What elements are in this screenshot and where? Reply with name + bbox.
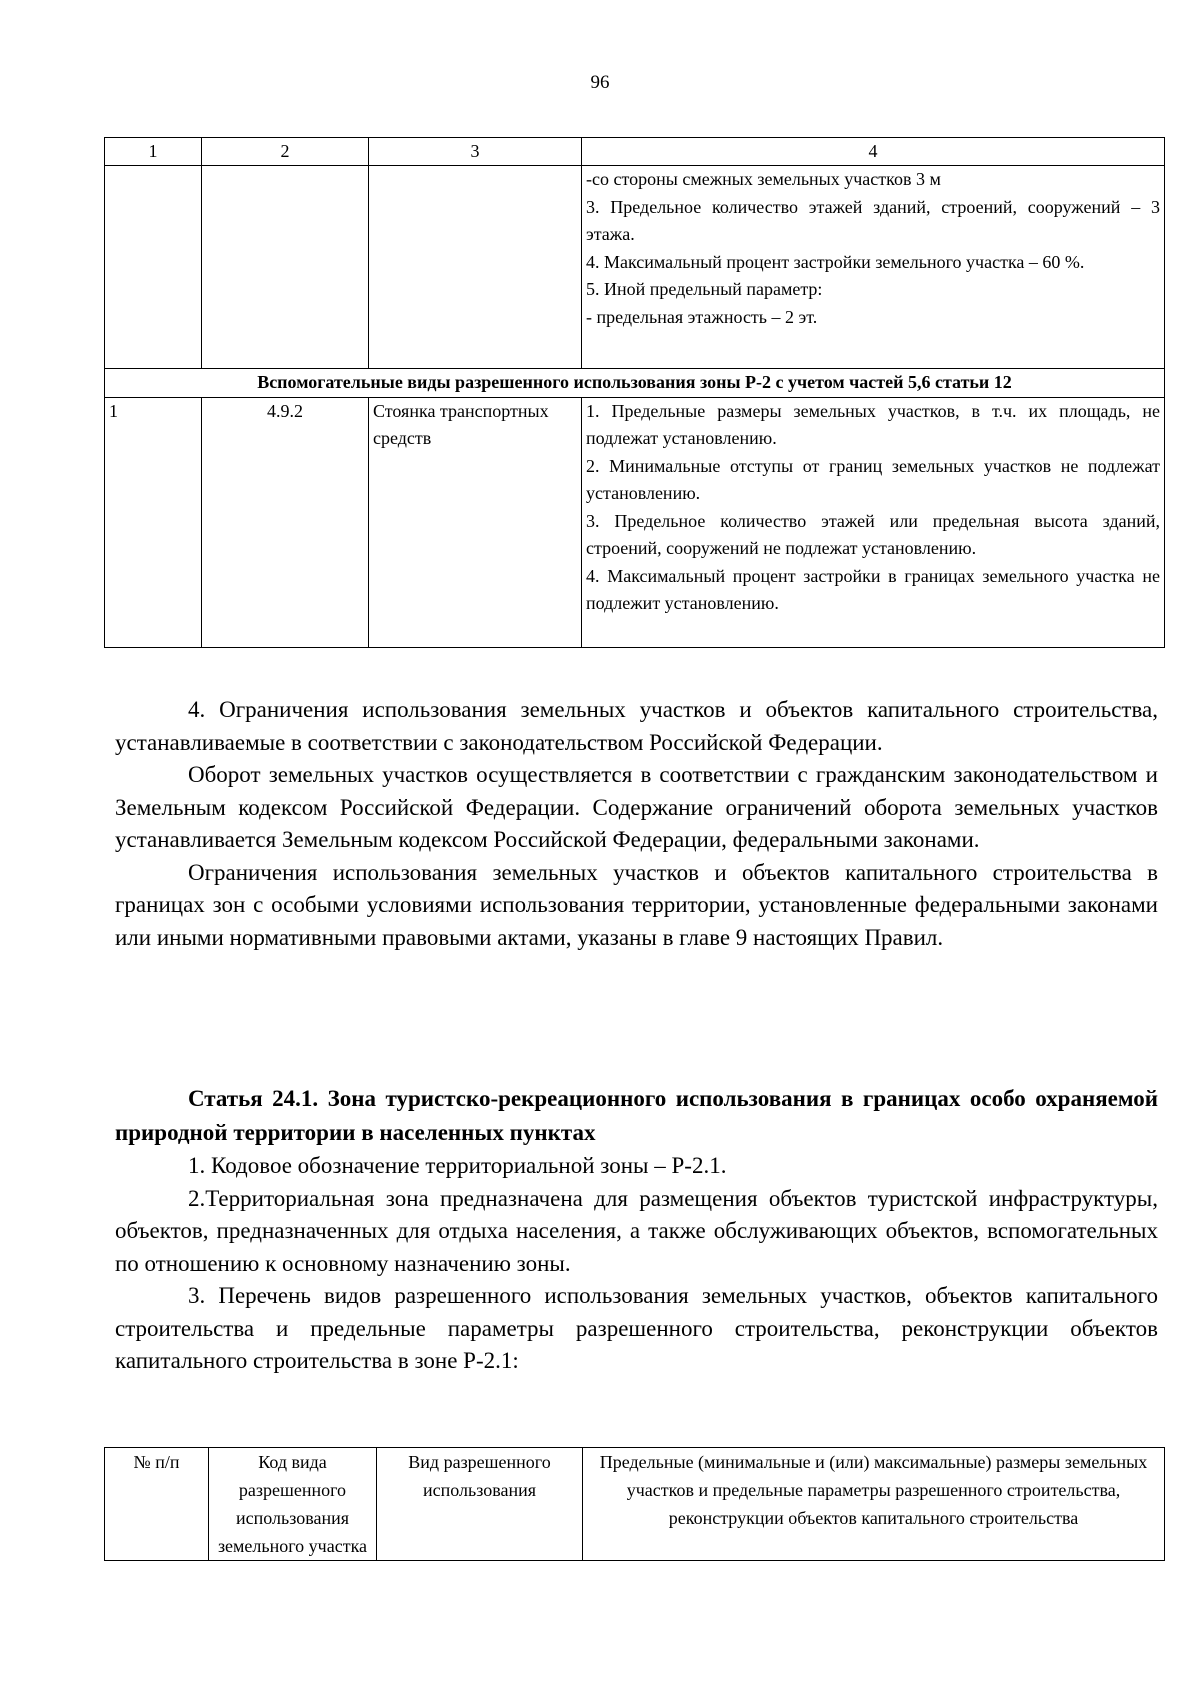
- parameter-line: 1. Предельные размеры земельных участков, в т.ч. их площадь, не подлежат установлению.: [586, 400, 1160, 448]
- paragraph: 3. Перечень видов разрешенного использования земельных участков, объектов капитального строительства и предельные параметры разрешенного строительства, реконструкции объектов капитального строительства в зоне Р-2.1:: [115, 1283, 1158, 1373]
- paragraph: 2.Территориальная зона предназначена для размещения объектов туристской инфраструктуры, объектов, предназначенных для отдыха населения, а также обслуживающих объектов, вспомогательных по отношению к основному назначению зоны.: [115, 1185, 1158, 1276]
- parameter-line: 5. Иной предельный параметр:: [586, 279, 823, 299]
- column-number-4: 4: [582, 138, 1165, 166]
- paragraph: Оборот земельных участков осуществляется в соответствии с гражданским законодательством и Земельным кодексом Российской Федерации. Содержание ограничений оборота земельных участков устанавливается Земельным кодексом Российской Федерации, федеральными законами.: [115, 762, 1158, 852]
- parameter-line: 2. Минимальные отступы от границ земельных участков не подлежат установлению.: [586, 455, 1160, 503]
- table-header-row: [105, 1448, 1165, 1561]
- article-title: Статья 24.1. Зона туристско-рекреационного использования в границах особо охраняемой природной территории в населенных пунктах: [115, 1086, 1158, 1145]
- table-section-row: [105, 369, 1165, 398]
- parameter-line: -со стороны смежных земельных участков 3 м: [586, 169, 941, 189]
- header-use-code: Код вида разрешенного использования земельного участка: [209, 1448, 377, 1561]
- cell-parameters: [582, 166, 1165, 369]
- parameter-line: 3. Предельное количество этажей или предельная высота зданий, строений, сооружений не подлежат установлению.: [586, 510, 1160, 558]
- cell-use-code: 4.9.2: [202, 397, 369, 647]
- cell-use-name: Стоянка транспортных средств: [369, 397, 582, 647]
- cell-empty: [202, 166, 369, 369]
- table-header-row: [105, 138, 1165, 166]
- header-row-number: № п/п: [105, 1448, 209, 1561]
- article-section: [115, 1082, 1158, 1378]
- cell-parameters: [582, 397, 1165, 647]
- column-number-3: 3: [369, 138, 582, 166]
- paragraph: Ограничения использования земельных участков и объектов капитального строительства в границах зон с особыми условиями использования территории, установленные федеральными законами или иными нормативными правовыми актами, указаны в главе 9 настоящих Правил.: [115, 859, 1158, 950]
- parameter-line: 4. Максимальный процент застройки в границах земельного участка не подлежит установлению.: [586, 565, 1160, 613]
- cell-empty: [369, 166, 582, 369]
- column-number-2: 2: [202, 138, 369, 166]
- header-parameters: Предельные (минимальные и (или) максимальные) размеры земельных участков и предельные параметры разрешенного строительства, реконструкции объектов капитального строительства: [583, 1448, 1165, 1561]
- table-row: [105, 397, 1165, 647]
- cell-row-number: 1: [105, 397, 202, 647]
- section-title: Вспомогательные виды разрешенного использования зоны Р-2 с учетом частей 5,6 статьи 12: [105, 369, 1165, 398]
- parameter-line: 3. Предельное количество этажей зданий, строений, сооружений – 3 этажа.: [586, 196, 1160, 244]
- header-use-type: Вид разрешенного использования: [377, 1448, 583, 1561]
- column-number-1: 1: [105, 138, 202, 166]
- paragraph: 4. Ограничения использования земельных участков и объектов капитального строительства, устанавливаемые в соответствии с законодательством Российской Федерации.: [115, 697, 1158, 755]
- zone-r21-parameters-table: [104, 1447, 1165, 1561]
- page-number: 96: [590, 72, 610, 93]
- cell-empty: [105, 166, 202, 369]
- paragraph: 1. Кодовое обозначение территориальной зоны – Р-2.1.: [188, 1153, 727, 1178]
- parameter-line: - предельная этажность – 2 эт.: [586, 306, 818, 327]
- restrictions-section: [115, 694, 1158, 954]
- parameter-line: 4. Максимальный процент застройки земельного участка – 60 %.: [586, 251, 1085, 272]
- table-row-continuation: [105, 166, 1165, 369]
- parameters-table-continued: [104, 137, 1165, 648]
